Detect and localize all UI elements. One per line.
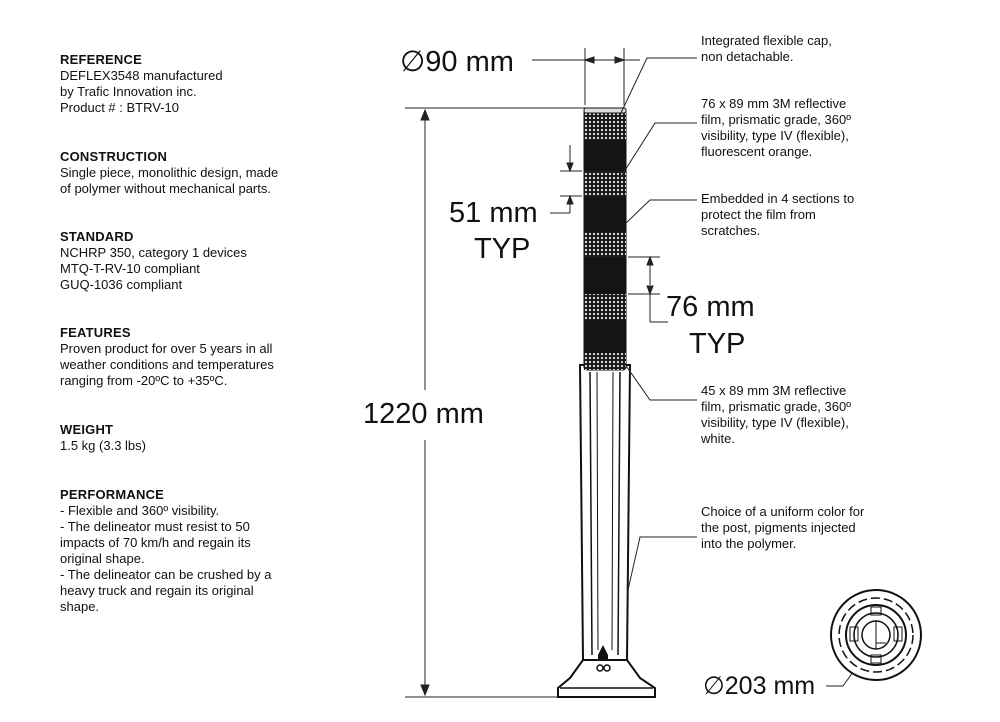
note-line: white. [701,431,735,446]
note-line: non detachable. [701,49,794,64]
band-gap-dimension [550,145,582,213]
band-height-label: 76 mm [666,291,755,323]
note-embedded [701,191,854,239]
spec-line: weather conditions and temperatures [60,357,274,372]
band-height-typ: TYP [689,328,746,360]
note-white-film [701,383,851,447]
spec-line: impacts of 70 km/h and regain its [60,535,251,550]
spec-line: - The delineator can be crushed by a [60,567,272,582]
spec-line: of polymer without mechanical parts. [60,181,271,196]
spec-line: - The delineator must resist to 50 [60,519,250,534]
note-line: into the polymer. [701,536,797,551]
note-line: visibility, type IV (flexible), [701,415,849,430]
base-diameter-label [703,671,815,701]
note-line: Choice of a uniform color for [701,504,865,519]
note-line: scratches. [701,223,761,238]
spec-line: - Flexible and 360º visibility. [60,503,220,518]
note-line: visibility, type IV (flexible), [701,128,849,143]
note-color [701,504,864,552]
note-line: film, prismatic grade, 360º [701,112,851,127]
note-line: film, prismatic grade, 360º [701,399,851,414]
band-gap-label: 51 mm [449,197,538,229]
note-line: the post, pigments injected [701,520,856,535]
spec-line: Product # : BTRV-10 [60,100,179,115]
spec-heading: REFERENCE [60,52,142,67]
spec-line: heavy truck and regain its original [60,583,254,598]
spec-reference [60,52,330,116]
spec-heading: STANDARD [60,229,134,244]
spec-features [60,325,330,389]
spec-line: by Trafic Innovation inc. [60,84,197,99]
spec-line: 1.5 kg (3.3 lbs) [60,438,146,453]
top-diameter-value: 90 mm [425,46,514,78]
note-line: protect the film from [701,207,816,222]
spec-heading: CONSTRUCTION [60,149,168,164]
spec-line: shape. [60,599,100,614]
cap-band [584,113,626,140]
spec-line: Single piece, monolithic design, made [60,165,279,180]
reflective-band-3 [584,294,626,320]
note-line: Integrated flexible cap, [701,33,832,48]
spec-line: NCHRP 350, category 1 devices [60,245,247,260]
band-gap-typ: TYP [474,233,531,265]
spec-line: DEFLEX3548 manufactured [60,68,223,83]
base-diameter-value: 203 mm [724,672,816,700]
note-line: 45 x 89 mm 3M reflective [701,383,847,398]
diameter-icon: ∅ [400,46,426,78]
spec-heading: PERFORMANCE [60,487,165,502]
spec-line: GUQ-1036 compliant [60,277,183,292]
base-top-view [831,590,921,680]
note-line: fluorescent orange. [701,144,813,159]
spec-weight [60,422,330,454]
note-orange-film [701,96,851,160]
note-cap [701,33,832,65]
spec-line: MTQ-T-RV-10 compliant [60,261,200,276]
spec-line: ranging from -20ºC to +35ºC. [60,373,228,388]
top-diameter-label [400,44,514,79]
diameter-icon: ∅ [703,672,725,700]
spec-heading: FEATURES [60,325,131,340]
reflective-band-2 [584,232,626,257]
spec-line: Proven product for over 5 years in all [60,341,273,356]
spec-heading: WEIGHT [60,422,114,437]
spec-standard [60,229,330,293]
band-height-dimension [628,257,668,322]
white-band [584,353,626,370]
note-line: Embedded in 4 sections to [701,191,855,206]
spec-construction [60,149,330,197]
top-diameter-dimension [532,48,640,105]
reflective-band-1 [584,171,626,197]
spec-line: original shape. [60,551,145,566]
spec-performance [60,487,330,615]
height-label: 1220 mm [356,398,491,431]
note-line: 76 x 89 mm 3M reflective [701,96,847,111]
